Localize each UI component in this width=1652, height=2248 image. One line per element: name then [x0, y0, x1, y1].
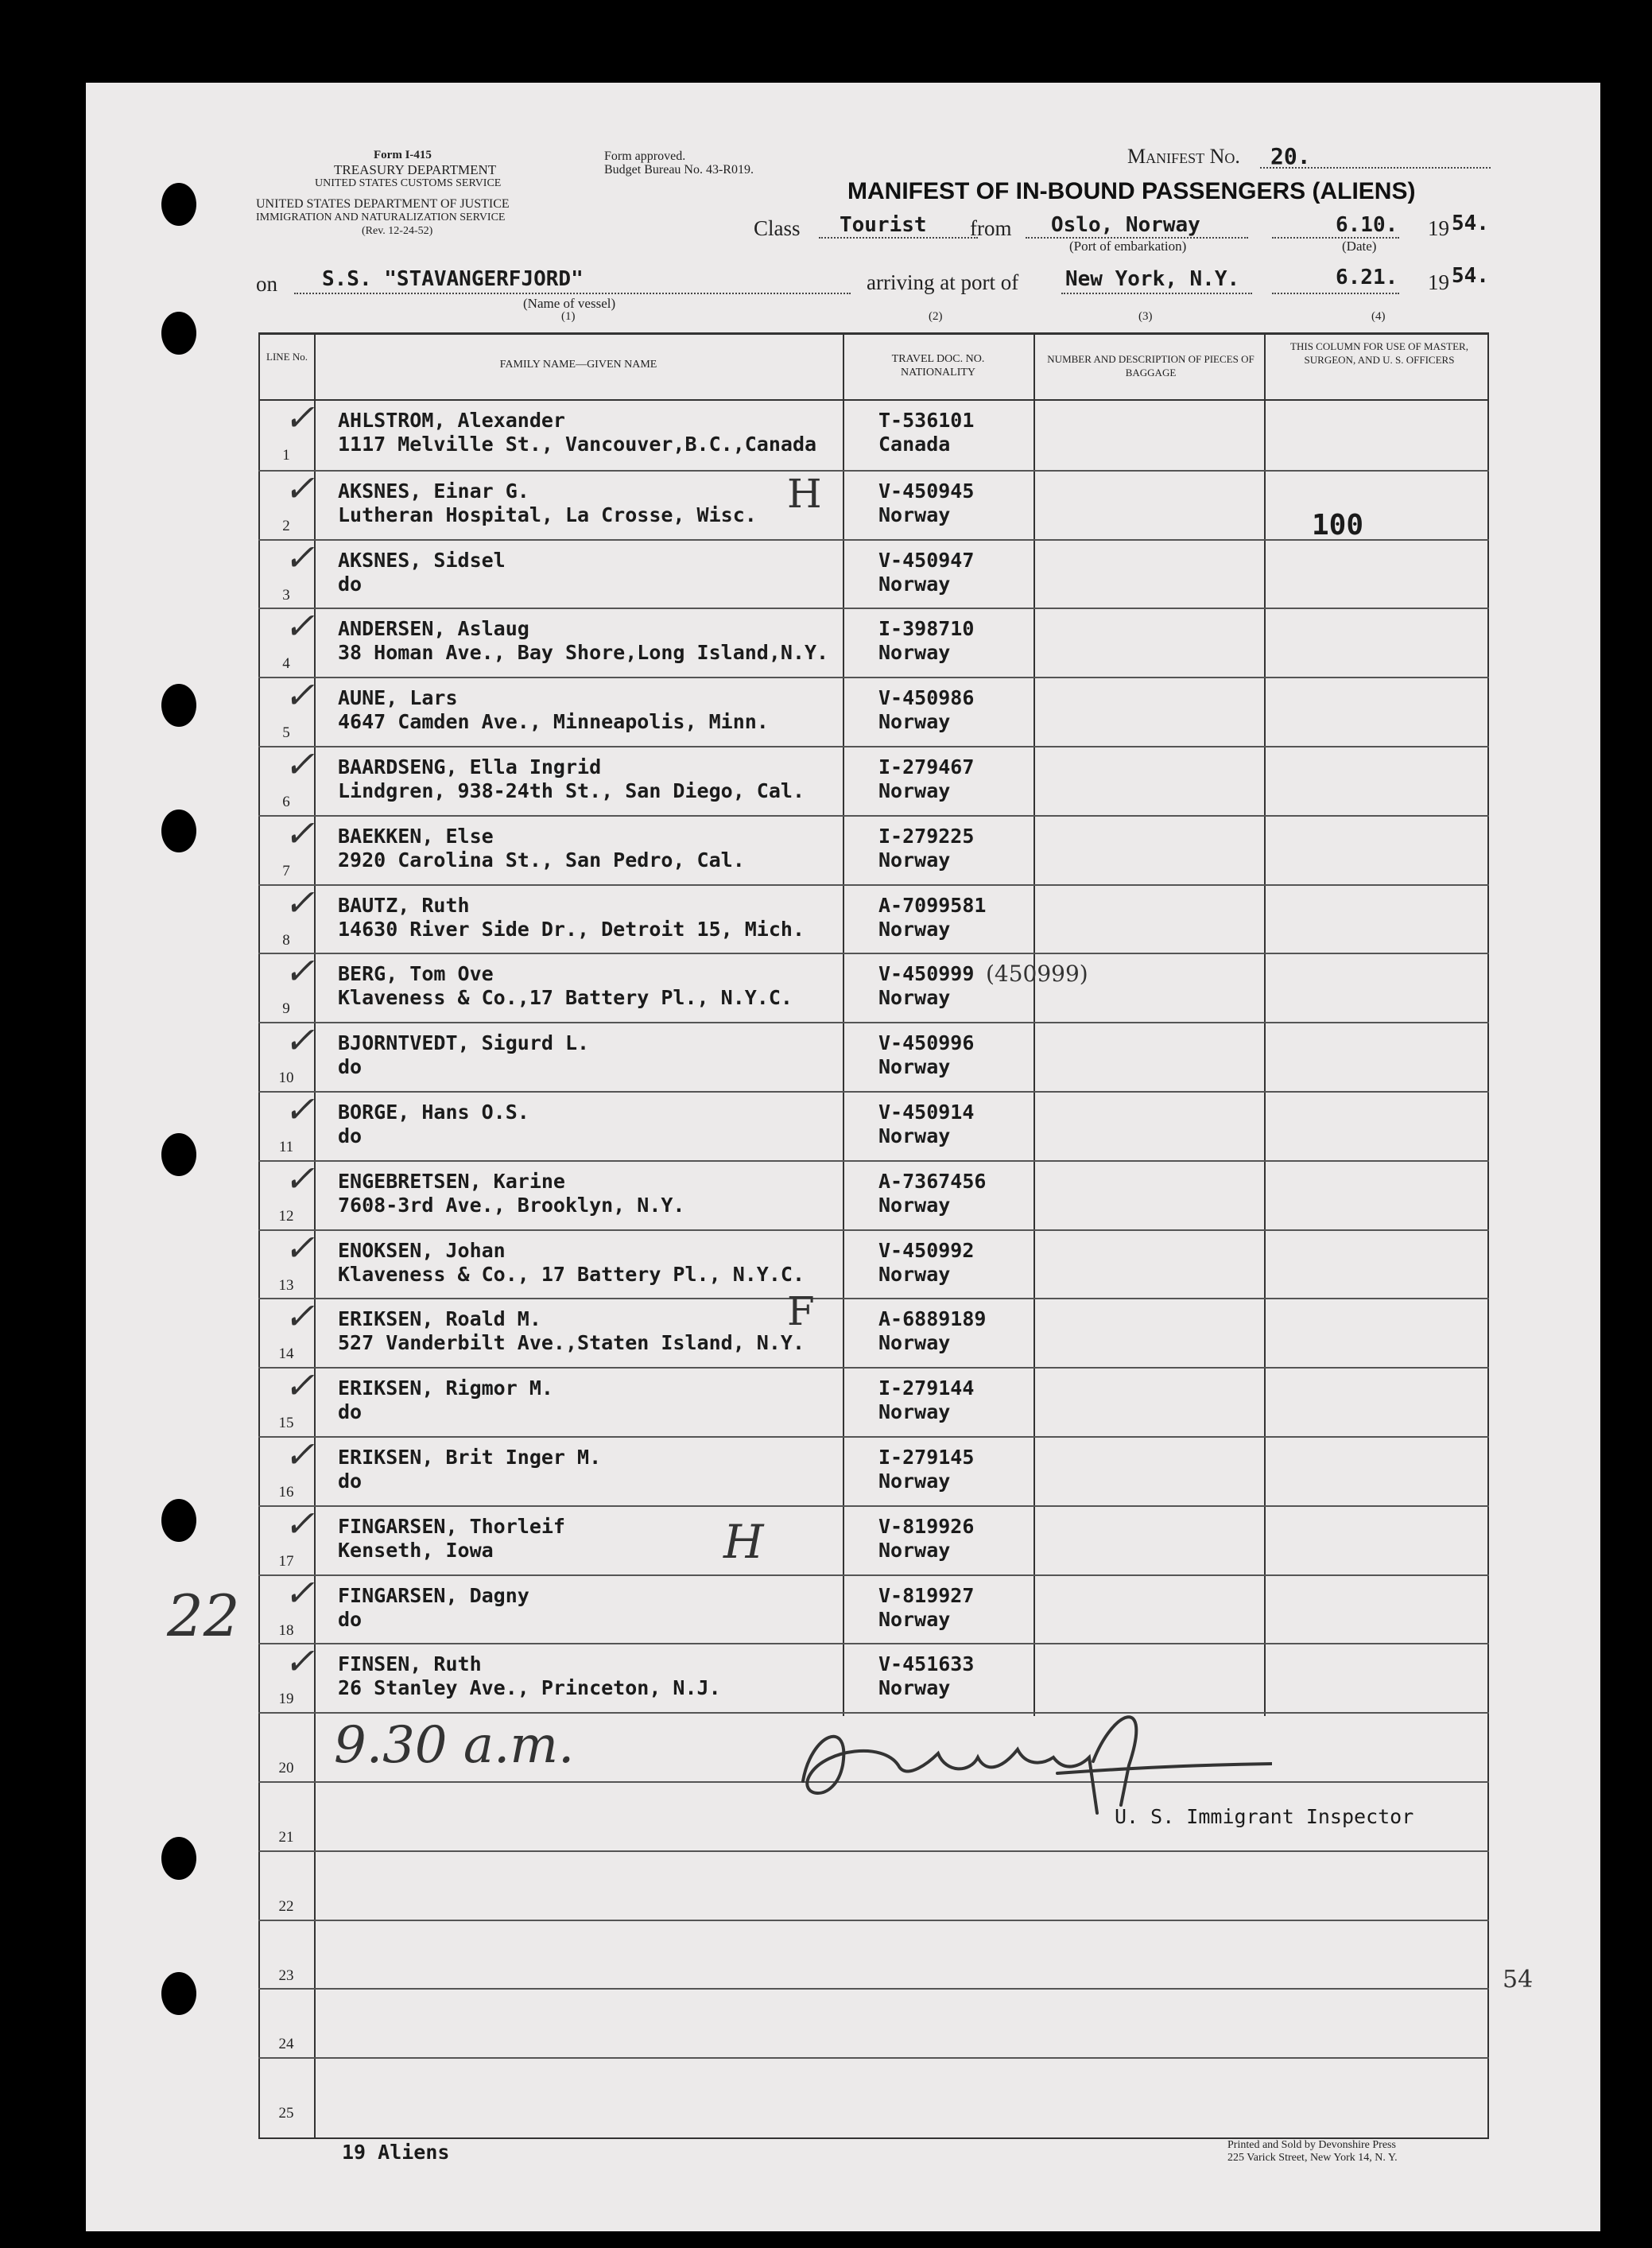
arrival-year-prefix: 19 — [1428, 270, 1449, 294]
check-mark-icon: ✓ — [284, 743, 315, 786]
line-number: 8 — [282, 931, 290, 949]
arrival-port: New York, N.Y. — [1065, 267, 1240, 291]
passenger-name: BAEKKEN, Else — [338, 824, 494, 848]
manifest-no-value: 20. — [1270, 143, 1311, 169]
passenger-name: ENOKSEN, Johan — [338, 1238, 506, 1262]
table-row — [258, 811, 1489, 886]
passenger-name: BJORNTVEDT, Sigurd L. — [338, 1031, 590, 1055]
check-mark-icon: ✓ — [284, 1433, 315, 1476]
passenger-address: Klaveness & Co., 17 Battery Pl., N.Y.C. — [338, 1262, 805, 1286]
inspector-signature — [779, 1686, 1272, 1821]
nationality: Norway — [878, 1055, 951, 1079]
nationality: Norway — [878, 1331, 951, 1355]
margin-note: 22 — [167, 1582, 240, 1649]
col-number-1: (1) — [561, 310, 576, 323]
total-aliens: 19 Aliens — [342, 2141, 450, 2164]
passenger-name: FINGARSEN, Thorleif — [338, 1514, 565, 1538]
travel-doc-number: I-279467 — [878, 755, 975, 778]
passenger-name: ERIKSEN, Rigmor M. — [338, 1376, 553, 1400]
page-title: MANIFEST OF IN-BOUND PASSENGERS (ALIENS) — [847, 178, 1416, 204]
row9-doc-note: (450999) — [986, 961, 1088, 987]
line-number: 19 — [278, 1691, 294, 1708]
passenger-address: 26 Stanley Ave., Princeton, N.J. — [338, 1676, 721, 1700]
table-row — [258, 1501, 1489, 1576]
table-row — [258, 1433, 1489, 1507]
travel-doc-number: I-279225 — [878, 824, 975, 848]
punch-hole — [161, 684, 196, 727]
vessel-caption: (Name of vessel) — [523, 296, 616, 311]
passenger-address: 38 Homan Ave., Bay Shore,Long Island,N.Y. — [338, 641, 829, 665]
table-row — [258, 604, 1489, 678]
depart-year-prefix: 19 — [1428, 216, 1449, 240]
date-caption: (Date) — [1342, 239, 1377, 254]
dept-justice: UNITED STATES DEPARTMENT OF JUSTICE — [256, 197, 510, 211]
passenger-address: 2920 Carolina St., San Pedro, Cal. — [338, 848, 745, 872]
col-header-travel-doc: TRAVEL DOC. NO. NATIONALITY — [891, 353, 985, 379]
row14-mark: F — [787, 1288, 815, 1334]
line-number: 18 — [278, 1621, 294, 1639]
class-label: Class — [754, 216, 801, 240]
table-row — [258, 674, 1489, 747]
table-row — [258, 949, 1489, 1023]
passenger-name: ERIKSEN, Roald M. — [338, 1307, 541, 1331]
line-number: 23 — [278, 1967, 294, 1984]
passenger-address: 4647 Camden Ave., Minneapolis, Minn. — [338, 710, 769, 734]
nationality: Norway — [878, 1538, 951, 1562]
travel-doc-number: V-450992 — [878, 1238, 975, 1262]
nationality: Norway — [878, 1124, 951, 1147]
table-row — [258, 880, 1489, 955]
line-number: 5 — [282, 724, 290, 742]
arriving-label: arriving at port of — [867, 270, 1019, 294]
passenger-name: ENGEBRETSEN, Karine — [338, 1169, 565, 1193]
table-row — [258, 396, 1489, 470]
on-label: on — [256, 272, 277, 296]
punch-hole — [161, 312, 196, 355]
passenger-name: FINSEN, Ruth — [338, 1652, 482, 1676]
passenger-address: do — [338, 1055, 363, 1079]
table-row — [258, 1364, 1489, 1438]
check-mark-icon: ✓ — [284, 1019, 315, 1062]
check-mark-icon: ✓ — [284, 674, 315, 717]
budget-bureau: Budget Bureau No. 43-R019. — [604, 163, 754, 177]
table-row — [258, 466, 1489, 541]
rev-date: (Rev. 12-24-52) — [362, 225, 433, 237]
check-mark-icon: ✓ — [284, 1570, 315, 1614]
col-header-name: FAMILY NAME—GIVEN NAME — [499, 359, 657, 371]
line-number: 20 — [278, 1760, 294, 1777]
printer-line-2: 225 Varick Street, New York 14, N. Y. — [1227, 2152, 1398, 2164]
passenger-name: ERIKSEN, Brit Inger M. — [338, 1446, 602, 1469]
nationality: Norway — [878, 1262, 951, 1286]
col-number-4: (4) — [1371, 310, 1386, 323]
line-number: 10 — [278, 1070, 294, 1087]
check-mark-icon: ✓ — [284, 466, 315, 510]
line-number: 9 — [282, 1000, 290, 1018]
line-number: 12 — [278, 1207, 294, 1225]
table-top-border — [258, 332, 1489, 335]
form-id: Form I-415 — [374, 149, 432, 161]
passenger-address: do — [338, 1470, 363, 1493]
line-number: 4 — [282, 655, 290, 673]
table-row — [258, 1225, 1489, 1300]
table-row — [258, 2057, 1489, 2128]
passenger-name: BAUTZ, Ruth — [338, 893, 470, 917]
passenger-name: AKSNES, Sidsel — [338, 548, 506, 572]
nationality: Norway — [878, 1676, 951, 1700]
check-mark-icon: ✓ — [284, 880, 315, 924]
check-mark-icon: ✓ — [284, 1225, 315, 1269]
depart-date-line — [1272, 237, 1399, 239]
punch-hole — [161, 1133, 196, 1176]
passenger-name: AUNE, Lars — [338, 686, 458, 710]
table-row — [258, 1019, 1489, 1093]
punch-hole — [161, 810, 196, 852]
travel-doc-number: V-450914 — [878, 1101, 975, 1124]
nationality: Norway — [878, 503, 951, 526]
table-row — [258, 1295, 1489, 1369]
depart-date: 6.10. — [1336, 213, 1398, 237]
line-number: 14 — [278, 1345, 294, 1363]
from-value: Oslo, Norway — [1051, 213, 1200, 237]
vessel-name: S.S. "STAVANGERFJORD" — [322, 267, 584, 291]
row2-officer-note: 100 — [1312, 509, 1364, 542]
line-number: 2 — [282, 517, 290, 534]
arrival-date-line — [1272, 293, 1399, 294]
check-mark-icon: ✓ — [284, 1156, 315, 1200]
form-approved: Form approved. — [604, 149, 686, 163]
line-number: 16 — [278, 1484, 294, 1501]
check-mark-icon: ✓ — [284, 604, 315, 648]
passenger-address: 1117 Melville St., Vancouver,B.C.,Canada — [338, 433, 817, 456]
nationality: Norway — [878, 917, 951, 941]
col-header-line: LINE No. — [266, 351, 308, 363]
table-row — [258, 1850, 1489, 1921]
travel-doc-number: I-279144 — [878, 1376, 975, 1400]
check-mark-icon: ✓ — [284, 1295, 315, 1338]
check-mark-icon: ✓ — [284, 1501, 315, 1545]
time-note: 9.30 a.m. — [334, 1716, 575, 1775]
line-number: 1 — [282, 447, 290, 464]
table-row — [258, 1920, 1489, 1990]
travel-doc-number: A-6889189 — [878, 1307, 987, 1331]
class-value: Tourist — [840, 213, 927, 237]
punch-hole — [161, 1972, 196, 2015]
punch-hole — [161, 1499, 196, 1542]
depart-year-suffix: 54. — [1452, 212, 1489, 235]
dept-treasury: TREASURY DEPARTMENT — [334, 162, 497, 177]
table-row — [258, 535, 1489, 610]
from-label: from — [970, 216, 1012, 240]
passenger-name: BERG, Tom Ove — [338, 962, 494, 986]
table-row — [258, 743, 1489, 817]
line-number: 15 — [278, 1415, 294, 1432]
passenger-address: 527 Vanderbilt Ave.,Staten Island, N.Y. — [338, 1331, 805, 1355]
nationality: Norway — [878, 710, 951, 734]
manifest-no-label: Manifest No. — [1127, 145, 1240, 168]
travel-doc-number: V-450996 — [878, 1031, 975, 1055]
nationality: Norway — [878, 641, 951, 665]
nationality: Norway — [878, 1470, 951, 1493]
vessel-line — [294, 293, 851, 294]
nationality: Norway — [878, 1193, 951, 1217]
passenger-address: 14630 River Side Dr., Detroit 15, Mich. — [338, 917, 805, 941]
passenger-name: ANDERSEN, Aslaug — [338, 617, 529, 641]
check-mark-icon: ✓ — [284, 811, 315, 855]
passenger-address: Klaveness & Co.,17 Battery Pl., N.Y.C. — [338, 986, 793, 1010]
line-number: 11 — [278, 1139, 294, 1155]
check-mark-icon: ✓ — [284, 396, 315, 439]
printer-line-1: Printed and Sold by Devonshire Press — [1227, 2139, 1396, 2151]
line-number: 21 — [278, 1829, 294, 1846]
table-row — [258, 1570, 1489, 1645]
customs-service: UNITED STATES CUSTOMS SERVICE — [315, 177, 502, 189]
class-line — [819, 237, 978, 239]
nationality: Norway — [878, 572, 951, 596]
nationality: Norway — [878, 986, 951, 1010]
nationality: Norway — [878, 779, 951, 802]
line-number: 3 — [282, 586, 290, 604]
line-number: 13 — [278, 1276, 294, 1294]
col-number-2: (2) — [929, 310, 943, 323]
table-row — [258, 1088, 1489, 1162]
punch-hole — [161, 1837, 196, 1880]
check-mark-icon: ✓ — [284, 1088, 315, 1131]
line-number: 25 — [278, 2105, 294, 2122]
passenger-name: BAARDSENG, Ella Ingrid — [338, 755, 602, 778]
arrival-year-suffix: 54. — [1452, 264, 1489, 288]
line-number: 22 — [278, 1897, 294, 1915]
table-row — [258, 1988, 1489, 2059]
passenger-address: Kenseth, Iowa — [338, 1538, 494, 1562]
passenger-name: AKSNES, Einar G. — [338, 479, 529, 503]
nationality: Norway — [878, 1607, 951, 1631]
col-header-officers: THIS COLUMN FOR USE OF MASTER, SURGEON, AND U. S. OFFICERS — [1290, 340, 1468, 366]
travel-doc-number: V-450947 — [878, 548, 975, 572]
row17-mark: H — [723, 1515, 764, 1569]
check-mark-icon: ✓ — [284, 535, 315, 579]
passenger-address: do — [338, 1607, 363, 1631]
passenger-name: BORGE, Hans O.S. — [338, 1101, 529, 1124]
travel-doc-number: I-279145 — [878, 1446, 975, 1469]
signature-caption: U. S. Immigrant Inspector — [1115, 1805, 1414, 1828]
row2-mark: H — [787, 471, 822, 517]
line-number: 6 — [282, 794, 290, 810]
passenger-address: Lindgren, 938-24th St., San Diego, Cal. — [338, 779, 805, 802]
travel-doc-number: A-7367456 — [878, 1169, 987, 1193]
check-mark-icon: ✓ — [284, 949, 315, 993]
arrival-date: 6.21. — [1336, 266, 1398, 289]
travel-doc-number: V-450986 — [878, 686, 975, 710]
line-number: 17 — [278, 1552, 294, 1570]
passenger-address: 7608-3rd Ave., Brooklyn, N.Y. — [338, 1193, 685, 1217]
passenger-address: do — [338, 1400, 363, 1424]
port-embarkation-caption: (Port of embarkation) — [1069, 239, 1187, 254]
passenger-address: Lutheran Hospital, La Crosse, Wisc. — [338, 503, 757, 526]
manifest-no-line — [1260, 167, 1491, 169]
nationality: Norway — [878, 1400, 951, 1424]
nationality: Norway — [878, 848, 951, 872]
ins: IMMIGRATION AND NATURALIZATION SERVICE — [256, 212, 506, 223]
col-number-3: (3) — [1138, 310, 1153, 323]
travel-doc-number: I-398710 — [878, 617, 975, 641]
travel-doc-number: V-451633 — [878, 1652, 975, 1676]
passenger-name: AHLSTROM, Alexander — [338, 409, 565, 432]
travel-doc-number: A-7099581 — [878, 893, 987, 917]
arrival-port-line — [1061, 293, 1252, 294]
punch-hole — [161, 183, 196, 226]
col-header-baggage: NUMBER AND DESCRIPTION OF PIECES OF BAGGAGE — [1047, 353, 1255, 379]
passenger-address: do — [338, 572, 363, 596]
table-row — [258, 1156, 1489, 1231]
travel-doc-number: T-536101 — [878, 409, 975, 432]
nationality: Canada — [878, 433, 951, 456]
travel-doc-number: V-450999 — [878, 962, 975, 986]
travel-doc-number: V-819926 — [878, 1514, 975, 1538]
line-number: 7 — [282, 862, 290, 879]
passenger-address: do — [338, 1124, 363, 1147]
travel-doc-number: V-819927 — [878, 1583, 975, 1607]
travel-doc-number: V-450945 — [878, 479, 975, 503]
corner-note: 54 — [1503, 1966, 1534, 1994]
check-mark-icon: ✓ — [284, 1364, 315, 1407]
passenger-name: FINGARSEN, Dagny — [338, 1583, 529, 1607]
line-number: 24 — [278, 2036, 294, 2053]
check-mark-icon: ✓ — [284, 1640, 315, 1683]
